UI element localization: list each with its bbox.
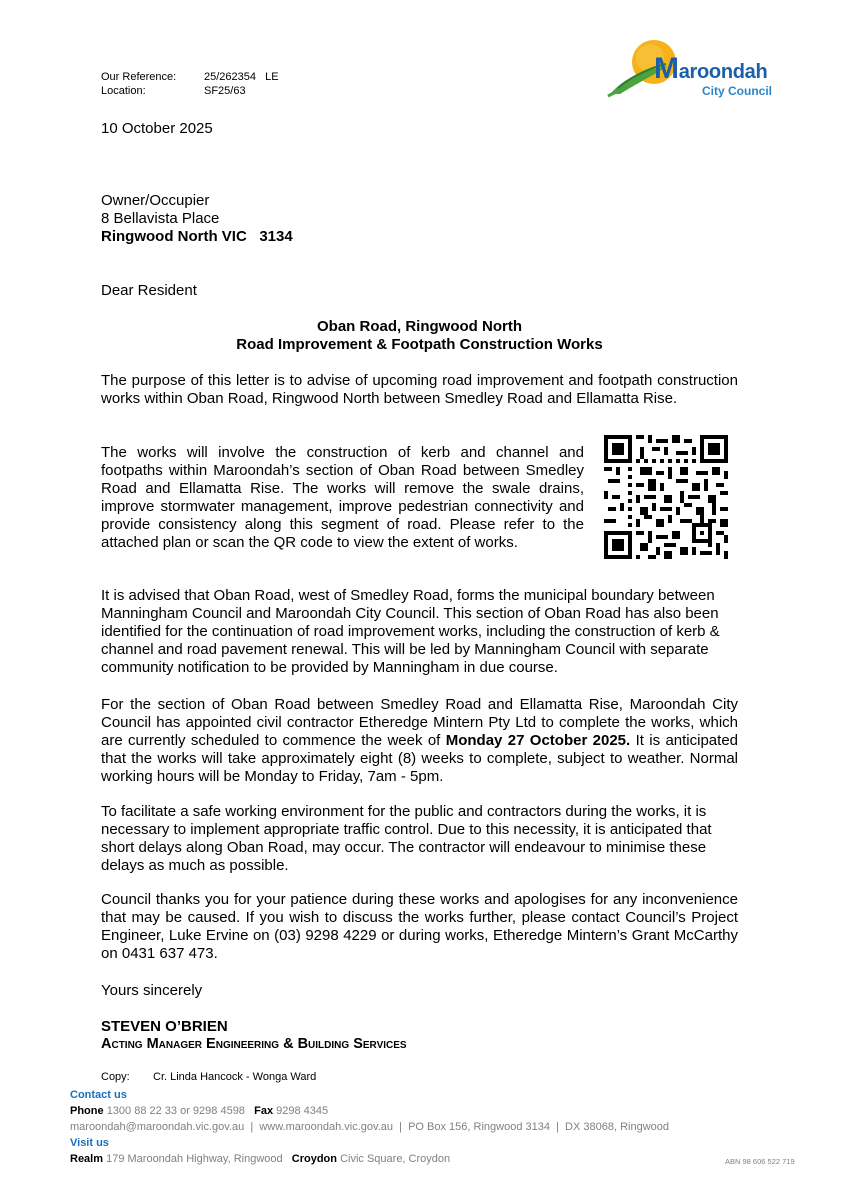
letter-heading bbox=[101, 318, 738, 354]
paragraph-4-part-c: It is anticipated that the works will take approximately eight (8) weeks to complete, subject to weather. Normal working hours will be Monday to Friday, 7am - 5pm. bbox=[101, 732, 739, 785]
footer-contact-heading: Contact us bbox=[70, 1089, 127, 1101]
closing: Yours sincerely bbox=[101, 982, 203, 999]
footer bbox=[70, 1087, 669, 1167]
heading-line2: Road Improvement & Footpath Construction Works bbox=[236, 336, 603, 353]
paragraph-6: Council thanks you for your patience during these works and apologises for any inconvenience that may be caused. If you wish to discuss the works further, please contact Council’s Project Engineer, Luke Ervine on (03) 9298 4229 or during works, Etheredge Mintern’s Grant McCarthy on 0431 637 473. bbox=[101, 891, 738, 962]
footer-croydon-label: Croydon bbox=[291, 1153, 338, 1165]
paragraph-2: The works will involve the construction of kerb and channel and footpaths within Maroondah’s section of Oban Road between Smedley Road and Ellamatta Rise. The works will remove the swale drains, improve stormwater management, improve pedestrian connectivity and provide consistency along this segment of road. Please refer to the attached plan or scan the QR code to view the extent of works. bbox=[101, 444, 584, 551]
commencement-date: Monday 27 October 2025. bbox=[445, 732, 631, 749]
location-value: SF25/63 bbox=[204, 85, 246, 97]
logo-name-rest: aroondah bbox=[678, 61, 768, 83]
our-reference-value: 25/262354 LE bbox=[204, 71, 279, 83]
footer-abn: ABN 98 606 522 719 bbox=[725, 1157, 795, 1166]
recipient-line2: 8 Bellavista Place bbox=[101, 210, 220, 227]
logo-name bbox=[654, 52, 767, 86]
logo-subtitle: City Council bbox=[702, 84, 773, 98]
qr-code[interactable] bbox=[604, 435, 728, 559]
signatory-name: STEVEN O’BRIEN bbox=[101, 1018, 228, 1035]
footer-address-line bbox=[70, 1151, 669, 1167]
recipient-line3: Ringwood North VIC 3134 bbox=[101, 228, 293, 245]
letter-date: 10 October 2025 bbox=[101, 120, 213, 137]
footer-realm-label: Realm bbox=[70, 1153, 104, 1165]
footer-visit-heading: Visit us bbox=[70, 1137, 109, 1149]
footer-phone-label: Phone bbox=[70, 1105, 104, 1117]
heading-line1: Oban Road, Ringwood North bbox=[317, 318, 522, 335]
footer-phone-value[interactable]: 1300 88 22 33 or 9298 4598 bbox=[106, 1105, 245, 1117]
recipient-address bbox=[101, 192, 293, 246]
council-logo bbox=[606, 36, 786, 102]
footer-croydon-value: Civic Square, Croydon bbox=[340, 1153, 451, 1165]
footer-details[interactable]: maroondah@maroondah.vic.gov.au | www.maroondah.vic.gov.au | PO Box 156, Ringwood 3134 | DX 38068, Ringwood bbox=[70, 1121, 670, 1133]
copy-value: Cr. Linda Hancock - Wonga Ward bbox=[153, 1071, 317, 1083]
paragraph-1: The purpose of this letter is to advise of upcoming road improvement and footpath construction works within Oban Road, Ringwood North between Smedley Road and Ellamatta Rise. bbox=[101, 372, 738, 407]
recipient-line1: Owner/Occupier bbox=[101, 192, 210, 209]
reference-block bbox=[101, 70, 279, 98]
footer-phone-line bbox=[70, 1103, 669, 1119]
location-label: Location: bbox=[101, 85, 146, 97]
footer-realm-value: 179 Maroondah Highway, Ringwood bbox=[106, 1153, 283, 1165]
footer-fax-label: Fax bbox=[254, 1105, 274, 1117]
salutation: Dear Resident bbox=[101, 282, 197, 299]
signatory-title: Acting Manager Engineering & Building Services bbox=[101, 1036, 407, 1052]
copy-line bbox=[101, 1071, 316, 1083]
paragraph-5: To facilitate a safe working environment for the public and contractors during the works, it is necessary to implement appropriate traffic control. Due to this necessity, it is anticipated that short delays along Oban Road, may occur. The contractor will endeavour to minimise these delays as much as possible. bbox=[101, 803, 712, 874]
paragraph-4-part-a: For the section of Oban Road between Smedley Road and Ellamatta Rise, Maroondah City Council has appointed civil contractor Etheredge Mintern Pty Ltd to complete the works, which are currently scheduled to commence the week of bbox=[101, 696, 738, 749]
our-reference-label: Our Reference: bbox=[101, 71, 177, 83]
logo-initial: M bbox=[654, 52, 679, 85]
qr-code-icon bbox=[604, 435, 728, 559]
paragraph-3: It is advised that Oban Road, west of Smedley Road, forms the municipal boundary between Manningham Council and Maroondah City Council. This section of Oban Road has also been identified for the continuation of road improvement works, including the construction of kerb & channel and road pavement renewal. This will be led by Manningham Council with separate community notification to be provided by Manningham in due course. bbox=[101, 587, 720, 676]
footer-fax-value: 9298 4345 bbox=[276, 1105, 329, 1117]
paragraph-4 bbox=[101, 696, 738, 786]
copy-label: Copy: bbox=[101, 1071, 130, 1083]
